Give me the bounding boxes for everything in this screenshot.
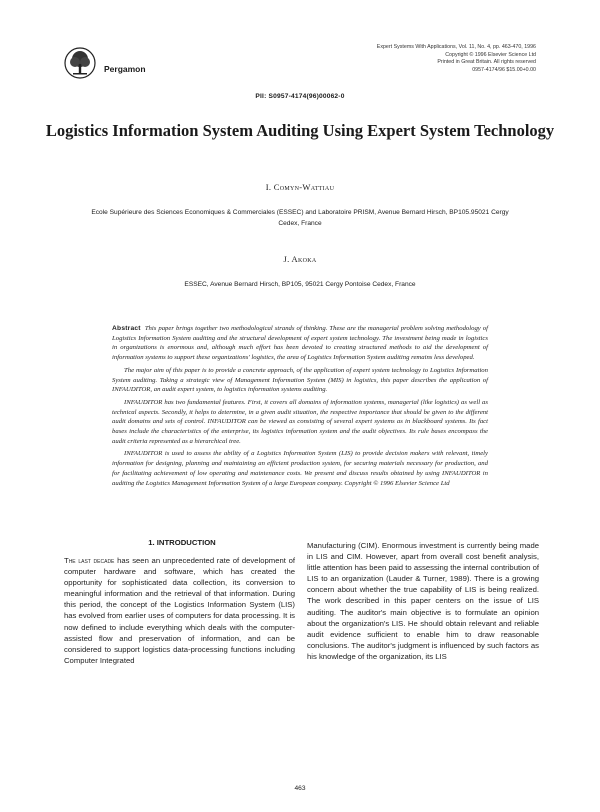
abstract-paragraph: Abstract This paper brings together two methodological strands of thinking. These are the managerial problem solving methodology of Logistics Information System auditing and the structural development of expert system technology. The investment being made in logistics in organizations is enormous and, although much effort has been devoted to creating structured methods to aid the development of information systems to support these organizations' logistics, the area of Logistics Information System auditing remains less developed. [112, 325, 489, 362]
abstract-paragraph: INFAUDITOR is used to assess the ability of a Logistics Information System (LIS) to provide decision makers with relevant, timely information for designing, planning and maintaining an efficient production system, for securing materials necessary for production, and for facilitating achievement of low operating and maintenance costs. We present and discuss results obtained by using INFAUDITOR in auditing the Logistics Management Information System of a large European company. Copyright © 1996 Elsevier Science Ltd [112, 450, 488, 487]
abstract-paragraph: The major aim of this paper is to provide a concrete approach, of the application of expert system technology to Logistics Information System auditing. Taking a strategic view of Management Information System (MIS) in logistics, this paper describes the application of INFAUDITOR, an audit expert system, to logistics information systems auditing. [112, 366, 488, 394]
paper-title: Logistics Information System Auditing Using Expert System Technology [45, 121, 555, 140]
journal-line: Printed in Great Britain. All rights reserved [437, 59, 536, 66]
abstract [112, 324, 488, 491]
author-name: J. Akoka [283, 254, 317, 264]
publisher-name: Pergamon [104, 64, 146, 74]
body-column-right [307, 540, 539, 662]
body-paragraph: Manufacturing (CIM). Enormous investment is currently being made in LIS and CIM. However, apart from overall cost benefit analysis, little attention has been paid to assessing the internal contribution of LIS to an organization (Lauder & Turner, 1989). There is a growing concern about whether the true capability of LIS is being realized. The work described in this paper centers on the issue of LIS auditing. The auditor's main objective is to formulate an opinion about the organization's LIS. He should obtain relevant and reliable audit evidence sufficient to enable him to draw reasonable conclusions. The auditor's judgment is influenced by such factors as his knowledge of the organization, its LIS [307, 541, 539, 661]
author-name: I. Comyn-Wattiau [265, 182, 335, 192]
section-heading: 1. INTRODUCTION [148, 538, 216, 547]
page-number: 463 [294, 785, 306, 792]
author-affiliation: Ecole Supérieure des Sciences Economiques & Commerciales (ESSEC) and Laboratoire PRISM, Avenue Bernard Hirsch, BP105.95021 Cergy Cedex, France [91, 209, 509, 227]
pii-identifier: PII: S0957-4174(96)00062-0 [255, 93, 345, 100]
journal-line: Expert Systems With Applications, Vol. 11, No. 4, pp. 463-470, 1996 [376, 44, 536, 50]
abstract-paragraph: INFAUDITOR has two fundamental features. First, it covers all domains of information systems, managerial (like logistics) as well as technical aspects. Secondly, it helps to determine, in a given audit situation, the respective importance that should be given to the different audit domains and sets of control. INFAUDITOR can be viewed as consisting of several expert systems as in blackboard systems. Its fact bases include the characteristics of the enterprise, its logistics information system and the audit objectives. Its rule bases encompass the audit criteria represented as a hierarchical tree. [112, 398, 488, 445]
abstract-label: Abstract [112, 325, 141, 332]
journal-line: 0957-4174/96 $15.00+0.00 [472, 66, 536, 73]
pergamon-tree-logo-icon [64, 47, 96, 79]
body-paragraph: The last decade has seen an unprecedented rate of development of computer hardware and software, which has created the opportunity for sophisticated data collection, its conversion to meaningful information and the retrieval of that information. During this period, the concept of the Logistics Information System (LIS) has evolved from earlier uses of computers for data processing. It is now defined to include everything which deals with the computer-assisted flow and preservation of information, and can be considered to support logistics data-processing functions including Computer Integrated [64, 556, 295, 665]
journal-info [377, 44, 536, 74]
lead-in-small-caps: The last decade [64, 556, 115, 565]
author-affiliation: ESSEC, Avenue Bernard Hirsch, BP105, 95021 Cergy Pontoise Cedex, France [184, 281, 416, 288]
body-column-left [64, 555, 295, 666]
journal-line: Copyright © 1996 Elsevier Science Ltd [445, 51, 536, 58]
